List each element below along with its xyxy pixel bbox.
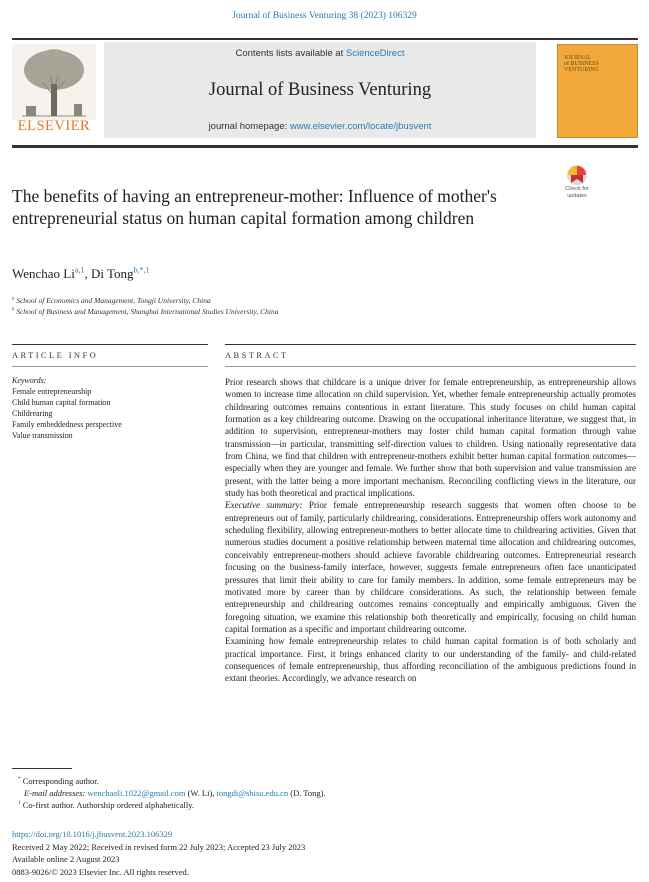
author-separator: , — [84, 266, 91, 281]
abstract-heading: ABSTRACT — [225, 350, 289, 360]
journal-citation[interactable]: Journal of Business Venturing 38 (2023) 106329 — [232, 11, 417, 21]
available-online: Available online 2 August 2023 — [12, 854, 120, 864]
sciencedirect-link[interactable]: ScienceDirect — [345, 48, 405, 59]
homepage-line — [104, 121, 536, 132]
email-link-tong[interactable]: tongdi@shisu.edu.cn — [216, 788, 289, 798]
affiliations — [12, 295, 278, 317]
abstract-body — [225, 376, 636, 685]
keywords-block — [12, 375, 122, 441]
abstract-paragraph: Prior research shows that childcare is a unique driver for female entrepreneurship, as entrepreneurship allows women to increase time allocation on child supervision. Yet, whether female entrepreneurship actually promotes childrearing outcomes remains contentious in extant literature. This study focuses on child human capital formation as a key childrearing outcome. Drawing on the occupational inheritance literature, we suggest that, in addition to supervision, entrepreneur-mothers may foster child human capital formation through value transmission—in particular, transmitting self-direction values to children. Using nationally representative data from China, we find that children with entrepreneur-mothers exhibit better human capital formation outcomes—especially when they are younger and female. We further show that both supervision and value transmission are present, with the latter being a more important mechanism. Reconciling conflicting views in the literature, our study has both theoretical and practical implications. — [225, 377, 636, 499]
email-owner-li: (W. Li), — [185, 788, 217, 798]
corresponding-author-note — [18, 775, 326, 787]
homepage-link[interactable]: www.elsevier.com/locate/jbusvent — [289, 121, 432, 132]
one-mark: 1 — [18, 800, 21, 807]
affiliation-text: School of Economics and Management, Tongji University, China — [16, 296, 211, 305]
email-link-li[interactable]: wenchaoli.1022@gmail.com — [87, 788, 186, 798]
abstract-subrule — [225, 366, 636, 367]
doi-link[interactable]: https://doi.org/10.1016/j.jbusvent.2023.106329 — [12, 829, 173, 839]
cover-title — [564, 55, 631, 85]
email-owner-tong: (D. Tong). — [288, 788, 326, 798]
keywords-label: Keywords: — [12, 376, 47, 385]
affiliation-text: School of Business and Management, Shanghai International Studies University, China — [16, 307, 279, 316]
author-affiliation-marks[interactable]: a,1 — [74, 265, 85, 275]
cofirst-author-text: Co-first author. Authorship ordered alphabetically. — [22, 800, 195, 810]
corresponding-author-text: Corresponding author. — [22, 776, 99, 786]
affiliation-mark: b — [12, 307, 15, 313]
contents-prefix: Contents lists available at — [235, 48, 346, 59]
received-dates: Received 2 May 2022; Received in revised form 22 July 2023; Accepted 23 July 2023 — [12, 841, 306, 852]
publication-info — [12, 828, 305, 878]
check-for-updates-line-1: Check for — [565, 186, 589, 192]
author-list — [12, 266, 150, 282]
article-info-heading: ARTICLE INFO — [12, 350, 99, 360]
abstract-rule — [225, 344, 636, 345]
check-for-updates-line-2: updates — [567, 192, 587, 199]
cover-title-line-3: VENTURING — [564, 67, 599, 73]
homepage-prefix: journal homepage: — [208, 121, 290, 132]
keyword-item: Value transmission — [12, 431, 73, 440]
keyword-item: Female entrepreneurship — [12, 387, 92, 396]
author-name[interactable]: Di Tong — [90, 266, 134, 281]
copyright-line: 0883-9026/© 2023 Elsevier Inc. All rights reserved. — [12, 866, 189, 877]
affiliation-mark: a — [12, 296, 15, 302]
asterisk-mark: * — [18, 776, 21, 783]
keyword-item: Childrearing — [12, 409, 53, 418]
keyword-item: Child human capital formation — [12, 398, 111, 407]
cover-title-line-2: of BUSINESS — [564, 61, 599, 67]
journal-banner — [104, 42, 536, 138]
paper-title: The benefits of having an entrepreneur-mother: Influence of mother's entrepreneurial status on human capital formation among children — [12, 186, 497, 228]
article-info-subrule — [12, 366, 208, 367]
keyword-item: Family embeddedness perspective — [12, 420, 122, 429]
journal-cover-thumbnail[interactable] — [557, 44, 638, 138]
cover-title-line-1: JOURNAL — [564, 55, 592, 61]
executive-summary-text: Prior female entrepreneurship research suggests that women often choose to be entrepreneurs out of family, particularly childrearing, considerations. Entrepreneurship offers work autonomy and scheduling flexibility, allowing entrepreneur-mothers to better allocate time to childrearing activities. Given that numerous studies document a positive relationship between maternal time allocation and childrearing outcomes, conceivably entrepreneur-mothers should achieve favorable childrearing outcomes. Entrepreneurial research focusing on the business-family interface, however, suggests female entrepreneurs often face unanticipated pressures that limit their ability to care for family members. In addition, some female entrepreneurs may be motivated more by career than by childcare considerations. As such, the relationship between female entrepreneurship and childrearing outcomes remains conceptually and empirically ambiguous. Given the foregoing situation, we examine this relationship both theoretically and empirically, focusing on child human capital formation as a specific and important childrearing outcome. — [225, 500, 636, 634]
contents-line — [104, 48, 536, 59]
cofirst-author-note — [18, 799, 326, 811]
check-for-updates-label[interactable] — [548, 186, 606, 199]
executive-summary — [225, 499, 636, 635]
email-label: E-mail addresses: — [24, 788, 86, 798]
affiliation-item — [12, 306, 278, 317]
email-note — [18, 787, 326, 799]
abstract-paragraph: Examining how female entrepreneurship relates to child human capital formation is of both scholarly and practical importance. First, it brings enhanced clarity to our understanding of the family- and child-related consequences of female entrepreneurship, thus affording reconciliation of the ambiguous predictions found in extant theories. Accordingly, we advance research on — [225, 636, 636, 684]
executive-summary-label: Executive summary: — [225, 500, 303, 511]
article-info-rule — [12, 344, 208, 345]
footnote-rule — [12, 768, 72, 769]
author-name[interactable]: Wenchao Li — [12, 266, 75, 281]
journal-title: Journal of Business Venturing — [208, 80, 432, 100]
masthead — [12, 40, 638, 140]
elsevier-wordmark: ELSEVIER — [17, 118, 91, 134]
header-bottom-rule — [12, 145, 638, 148]
author-affiliation-marks[interactable]: b,*,1 — [133, 265, 150, 275]
footnotes — [18, 775, 326, 811]
affiliation-item — [12, 295, 278, 306]
